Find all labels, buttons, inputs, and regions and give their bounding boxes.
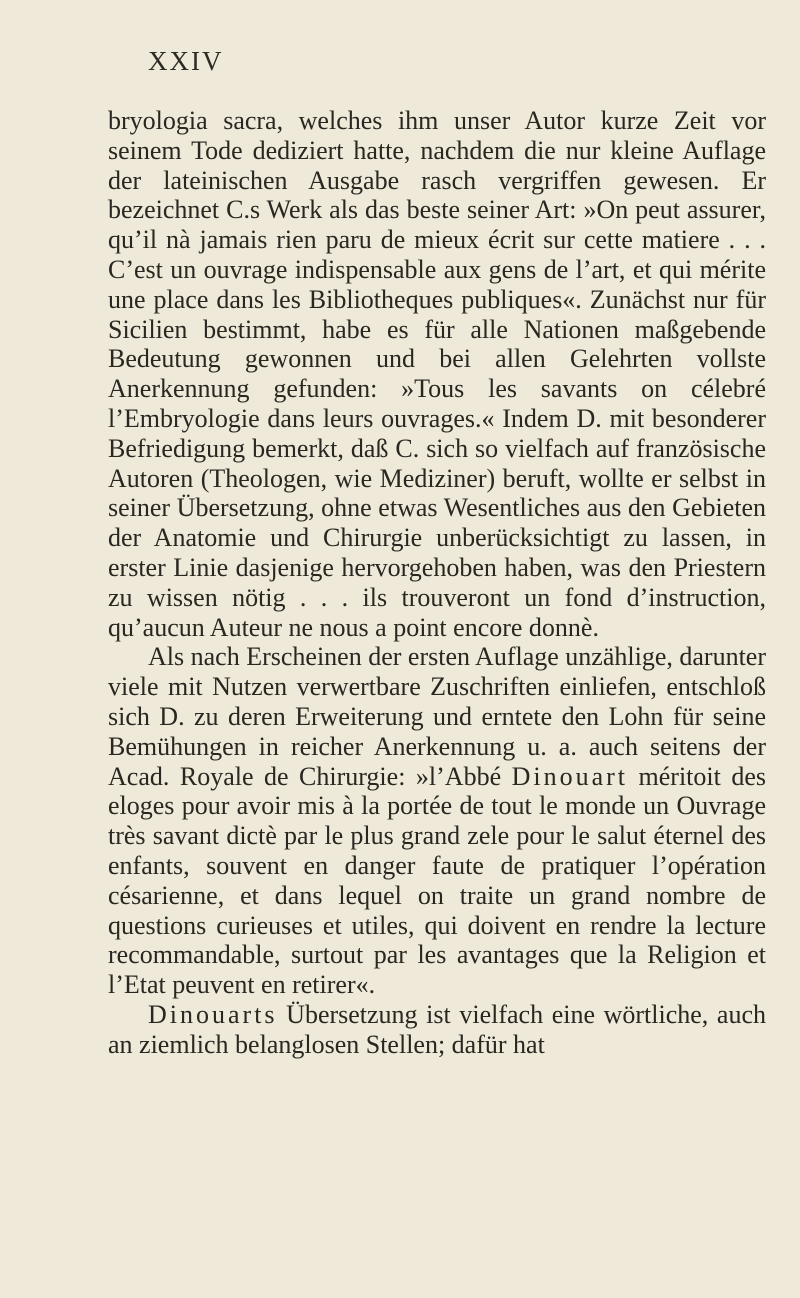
paragraph-3 [108, 1000, 766, 1060]
paragraph-2-before: Als nach Erscheinen der ersten Auflage unzählige, darunter viele mit Nutzen verwertbare Zuschriften einliefen, entschloß sich D. zu deren Erweiterung und erntete den Lohn für seine Bemühungen in reicher Anerkennung u. a. auch seitens der Acad. Royale de Chirurgie: »l’Abbé [108, 642, 766, 791]
paragraph-2-after: méritoit des eloges pour avoir mis à la portée de tout le monde un Ouvrage très savant dictè par le plus grand zele pour le salut éternel des enfants, souvent en danger faute de pratiquer l’opération césarienne, et dans lequel on traite un grand nombre de questions curieuses et utiles, qui doivent en rendre la lecture recommandable, surtout par les avantages que la Religion et l’Etat peuvent en retirer«. [108, 761, 766, 1000]
paragraph-3-after: Übersetzung ist vielfach eine wörtliche, auch an ziemlich belanglosen Stellen; dafür hat [108, 999, 766, 1059]
spaced-name-dinouart: Dinouart [511, 761, 629, 791]
body-text [108, 106, 766, 1060]
spaced-name-dinouarts: Dinouarts [148, 999, 278, 1029]
paragraph-2 [108, 642, 766, 1000]
page-number: XXIV [148, 46, 224, 76]
paragraph-1: bryologia sacra, welches ihm unser Autor kurze Zeit vor seinem Tode dediziert hatte, nachdem die nur kleine Auflage der lateinischen Ausgabe rasch vergriffen gewesen. Er bezeichnet C.s Werk als das beste seiner Art: »On peut assurer, qu’il nà jamais rien paru de mieux écrit sur cette matiere . . . C’est un ouvrage indispensable aux gens de l’art, et qui mérite une place dans les Bibliotheques publiques«. Zunächst nur für Sicilien bestimmt, habe es für alle Nationen maßgebende Bedeutung gewonnen und bei allen Gelehrten vollste Anerkennung gefunden: »Tous les savants on célebré l’Embryologie dans leurs ouvrages.« Indem D. mit besonderer Befriedigung bemerkt, daß C. sich so vielfach auf französische Autoren (Theologen, wie Mediziner) beruft, wollte er selbst in seiner Übersetzung, ohne etwas Wesentliches aus den Gebieten der Anatomie und Chirurgie unberücksichtigt zu lassen, in erster Linie dasjenige hervorgehoben haben, was den Priestern zu wissen nötig . . . ils trouveront un fond d’instruction, qu’aucun Auteur ne nous a point encore donnè. [108, 106, 766, 642]
